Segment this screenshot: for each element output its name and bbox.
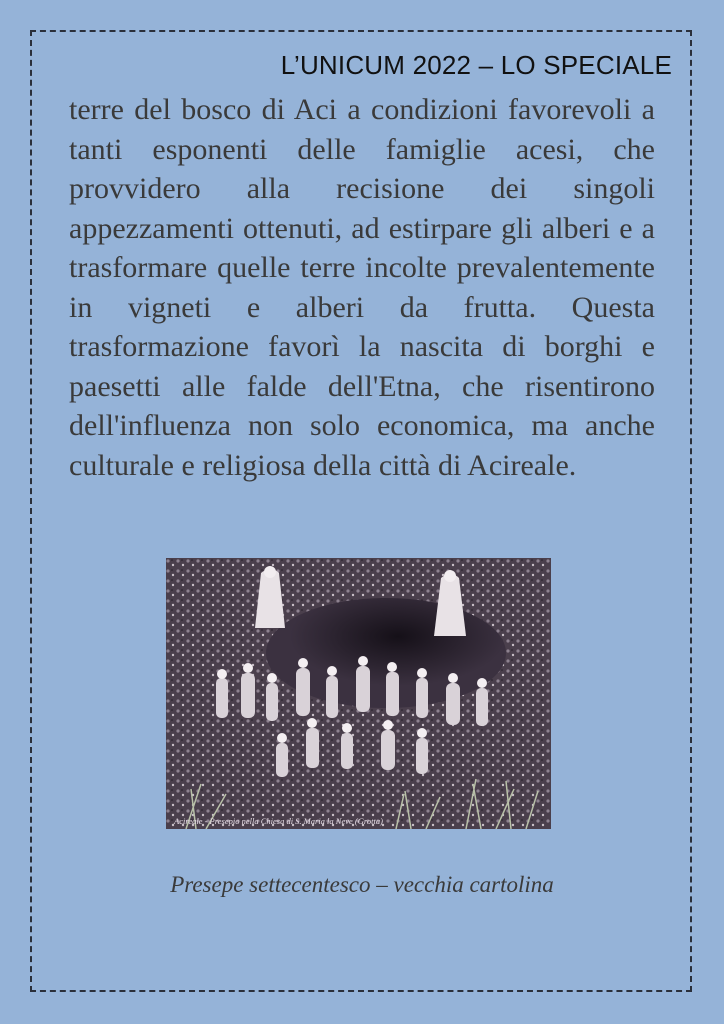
postcard-illustration: [166, 558, 551, 829]
postcard-caption: Acireale - Presepio nella Chiesa di S. Maria la Neve (Grotta): [174, 816, 383, 826]
nativity-postcard-image: [166, 558, 551, 829]
figure-caption: Presepe settecentesco – vecchia cartolina: [170, 872, 554, 897]
article-paragraph: terre del bosco di Aci a condizioni favorevoli a tanti esponenti delle famiglie acesi, che provvidero alla recisione dei singoli appezzamenti ottenuti, ad estirpare gli alberi e a trasformare quelle terre incolte prevalentemente in vigneti e alberi da frutta. Questa trasformazione favorì la nascita di borghi e paesetti alle falde dell'Etna, che risentirono dell'influenza non solo economica, ma anche culturale e religiosa della città di Acireale.: [69, 93, 655, 482]
page-header: L’UNICUM 2022 – LO SPECIALE: [280, 50, 672, 80]
